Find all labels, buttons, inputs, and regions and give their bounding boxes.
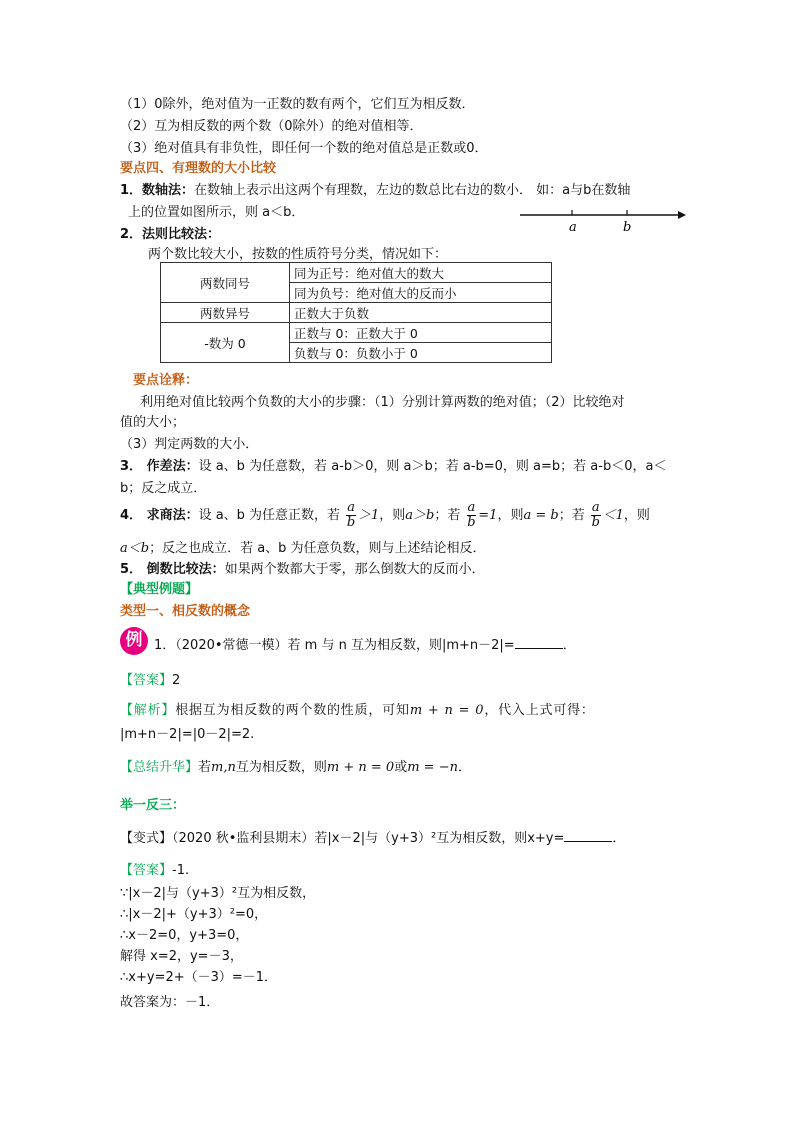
answer-value: -1.: [172, 863, 190, 878]
answer-value: 2: [172, 673, 181, 688]
formula-a-gt-b: a＞b: [405, 508, 435, 523]
method-1-line-2: 上的位置如图所示，则 a＜b．: [128, 205, 305, 220]
method-2-label: 2．法则比较法：: [120, 227, 221, 242]
example-1-summary: [120, 759, 471, 777]
solution-step: 解得 x=2，y=－3，: [120, 949, 243, 964]
summary-formula: m,n: [211, 760, 236, 775]
examples-title: 【典型例题】: [120, 582, 199, 597]
table-key: 两数异号: [161, 303, 290, 323]
example-1-question-end: ．: [562, 638, 576, 653]
variant-question: [120, 829, 625, 848]
fraction-a-over-b: [346, 501, 356, 530]
example-1-analysis: [120, 702, 595, 720]
table-row: [161, 263, 552, 283]
number-line-arrow-icon: [678, 211, 686, 219]
practice-title: 举一反三：: [120, 798, 186, 813]
analysis-tail: ，代入上式可得：: [484, 703, 595, 718]
formula-gt-1: ＞1: [357, 508, 380, 523]
example-1-question: [154, 636, 576, 655]
table-row: [161, 303, 552, 323]
note-line-1: 利用绝对值比较两个负数的大小的步骤：（1）分别计算两数的绝对值；（2）比较绝对: [140, 395, 625, 410]
fraction-numerator: a: [591, 500, 600, 515]
analysis-label: 【解析】: [120, 703, 176, 718]
variant-question-text: （2020 秋•监利县期末）若|x－2|与（y+3）²互为相反数，则x+y=: [172, 831, 565, 846]
table-cell: 负数与 0：负数小于 0: [290, 343, 552, 363]
answer-label: 【答案】: [120, 863, 173, 878]
solution-step: 故答案为：－1．: [120, 995, 220, 1010]
fraction-a-over-b: [467, 501, 477, 530]
method-4-line-2: [120, 540, 486, 558]
property-line-3: （3）绝对值具有非负性，即任何一个数的绝对值总是正数或0．: [120, 141, 488, 156]
table-key: -数为 0: [161, 323, 290, 363]
property-line-2: （2）互为相反数的两个数（0除外）的绝对值相等．: [120, 119, 423, 134]
method-1-line: [120, 182, 630, 200]
example-badge-icon: 例: [120, 627, 148, 655]
fraction-a-over-b: [591, 501, 601, 530]
summary-text: ．: [457, 760, 471, 775]
label-a: a: [569, 220, 577, 235]
method-5-label: 5． 倒数比较法：: [120, 562, 225, 577]
method-3-line-2: b；反之成立．: [120, 481, 207, 496]
summary-text: 或: [394, 760, 408, 775]
formula-lt-1: ＜1: [602, 508, 624, 523]
table-cell: 同为正号：绝对值大的数大: [290, 263, 552, 283]
example-1-question-text: 1．（2020•常德一模）若 m 与 n 互为相反数，则|m+n－2|=: [154, 638, 515, 653]
variant-label: 【变式】: [120, 831, 173, 846]
example-1-answer: [120, 672, 180, 690]
method-4-label: 4． 求商法：: [120, 508, 199, 523]
method-4-text: ，则: [379, 508, 406, 523]
summary-formula: m + n = 0: [326, 760, 395, 775]
solution-step: ∵|x－2|与（y+3）²互为相反数，: [120, 886, 316, 901]
note-title: 要点诠释：: [133, 373, 199, 388]
method-1-label: 1．数轴法：: [120, 183, 195, 198]
table-cell: 正数大于负数: [290, 303, 552, 323]
comparison-table: [160, 262, 552, 363]
variant-question-end: ．: [612, 831, 626, 846]
section-4-title: 要点四、有理数的大小比较: [120, 161, 277, 176]
method-4-text: ；若: [558, 508, 585, 523]
method-3-line: [120, 458, 666, 476]
method-1-text: 在数轴上表示出这两个有理数，左边的数总比右边的数小． 如：a与b在数轴: [194, 183, 631, 198]
analysis-formula: m + n = 0: [409, 703, 485, 718]
example-1-analysis-line-2: |m+n－2|=|0－2|=2.: [120, 727, 255, 742]
solution-step: ∴x－2=0，y+3=0，: [120, 928, 249, 943]
label-b: b: [623, 220, 632, 235]
summary-formula: m = −n: [407, 760, 458, 775]
note-line-2: 值的大小；: [120, 415, 186, 430]
solution-step: ∴x+y=2+（－3）=－1．: [120, 970, 278, 985]
variant-answer: [120, 862, 189, 880]
fraction-denominator: b: [591, 515, 600, 530]
method-5-text: 如果两个数都大于零，那么倒数大的反而小．: [224, 562, 485, 577]
note-line-3: （3）判定两数的大小．: [120, 437, 259, 452]
table-row: [161, 323, 552, 343]
summary-label: 【总结升华】: [120, 760, 199, 775]
formula-eq-1: =1: [478, 508, 498, 523]
formula-a-lt-b: a＜b: [120, 541, 150, 556]
summary-text: 若: [198, 760, 212, 775]
method-5-line: [120, 561, 485, 579]
method-4-text: ；若: [434, 508, 461, 523]
type-1-title: 类型一、相反数的概念: [120, 604, 251, 619]
method-4-text: 设 a、b 为任意正数，若: [198, 508, 341, 523]
property-line-1: （1）0除外，绝对值为一正数的数有两个，它们互为相反数．: [120, 97, 475, 112]
table-key: 两数同号: [161, 263, 290, 303]
method-3-text: 设 a、b 为任意数，若 a-b＞0，则 a＞b；若 a-b=0，则 a=b；若 a-b＜0，a＜: [198, 459, 667, 474]
table-cell: 正数与 0：正数大于 0: [290, 323, 552, 343]
fraction-numerator: a: [347, 500, 355, 515]
method-2-intro: 两个数比较大小，按数的性质符号分类，情况如下：: [148, 247, 448, 262]
fraction-denominator: b: [346, 515, 356, 530]
answer-blank: [564, 829, 612, 842]
table-cell: 同为负号：绝对值大的反而小: [290, 283, 552, 303]
summary-text: 互为相反数，则: [235, 760, 327, 775]
analysis-text: 根据互为相反数的两个数的性质，可知: [175, 703, 410, 718]
fraction-numerator: a: [467, 500, 476, 515]
method-4-text: ，则: [497, 508, 524, 523]
fraction-denominator: b: [467, 515, 476, 530]
method-4-line: [120, 498, 650, 534]
method-3-label: 3． 作差法：: [120, 459, 199, 474]
solution-step: ∴|x－2|+（y+3）²=0，: [120, 907, 268, 922]
method-4-text: ；反之也成立．若 a、b 为任意负数，则与上述结论相反．: [149, 541, 486, 556]
answer-blank: [515, 636, 563, 649]
answer-label: 【答案】: [120, 673, 173, 688]
formula-a-eq-b: a = b: [523, 508, 559, 523]
method-4-text: ，则: [623, 508, 650, 523]
number-line-figure: [518, 204, 688, 238]
